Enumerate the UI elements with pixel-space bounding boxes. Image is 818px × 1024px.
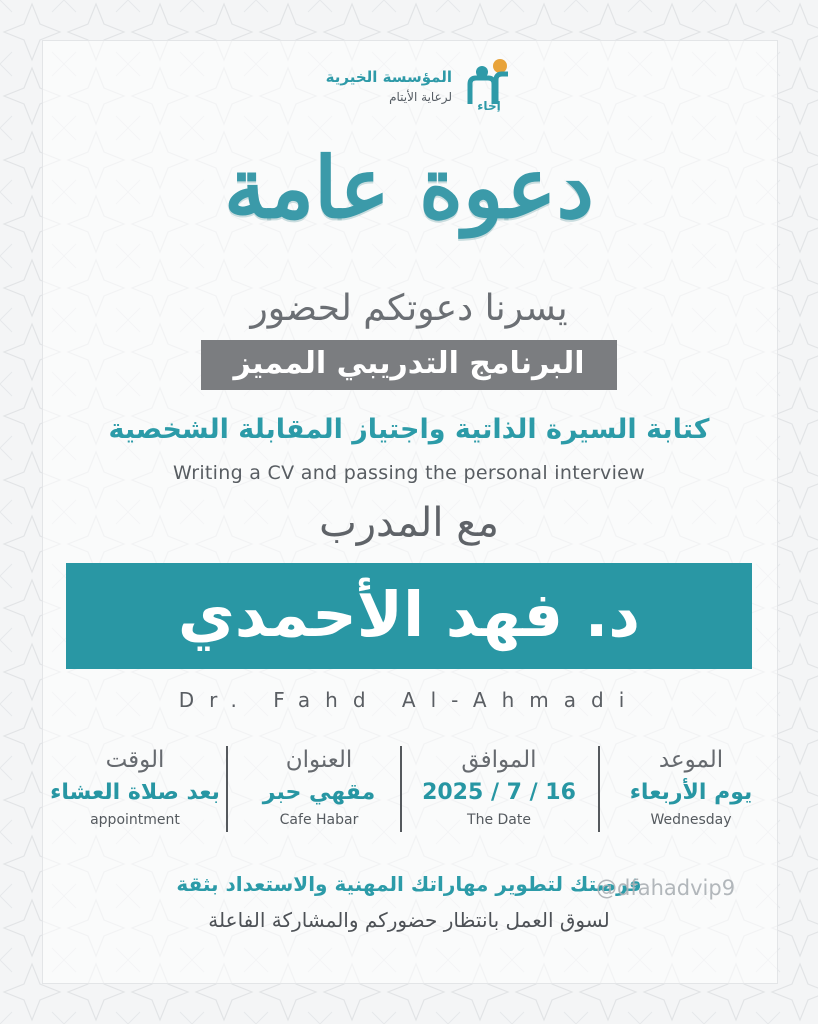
- divider: [400, 746, 402, 832]
- day-value: يوم الأربعاء: [629, 780, 753, 805]
- program-label-box: البرنامج التدريبي المميز: [201, 340, 617, 390]
- detail-date: [414, 744, 584, 840]
- place-sub: Cafe Habar: [279, 812, 359, 828]
- date-label: الموافق: [461, 747, 537, 773]
- closing-line-1: فرصتك لتطوير مهاراتك المهنية والاستعداد بثقة: [176, 872, 642, 896]
- closing-line-2: لسوق العمل بانتظار حضوركم والمشاركة الفاعلة: [208, 908, 610, 932]
- day-label: الموعد: [658, 747, 724, 773]
- organization-name: المؤسسة الخيرية: [325, 68, 452, 86]
- date-sub: The Date: [467, 812, 531, 828]
- event-details: [50, 744, 768, 840]
- topic-arabic: كتابة السيرة الذاتية واجتياز المقابلة الشخصية: [108, 414, 710, 445]
- organization-subtitle: لرعاية الأيتام: [389, 90, 452, 104]
- detail-time: [50, 744, 220, 840]
- detail-day: [606, 744, 776, 840]
- date-value: 2025 / 7 / 16: [422, 780, 576, 805]
- place-value: مقهي حبر: [262, 780, 376, 805]
- day-sub: Wednesday: [650, 812, 732, 828]
- invite-line: يسرنا دعوتكم لحضور: [250, 288, 568, 329]
- logo-mark-icon: [460, 56, 518, 112]
- trainer-name-english: Dr. Fahd Al-Ahmadi: [178, 688, 640, 712]
- detail-place: [234, 744, 404, 840]
- time-sub: appointment: [90, 812, 180, 828]
- divider: [598, 746, 600, 832]
- with-trainer-label: مع المدرب: [319, 500, 499, 546]
- watermark: @dfahadvip9: [596, 876, 736, 900]
- logo-text: إخاء: [477, 99, 501, 112]
- trainer-name-box: د. فهد الأحمدي: [66, 563, 752, 669]
- invitation-title: دعوة عامة: [224, 138, 594, 237]
- topic-english: Writing a CV and passing the personal interview: [172, 462, 646, 484]
- organization-logo: [300, 56, 520, 116]
- time-label: الوقت: [105, 747, 165, 773]
- divider: [226, 746, 228, 832]
- place-label: العنوان: [285, 747, 353, 773]
- time-value: بعد صلاة العشاء: [50, 780, 220, 805]
